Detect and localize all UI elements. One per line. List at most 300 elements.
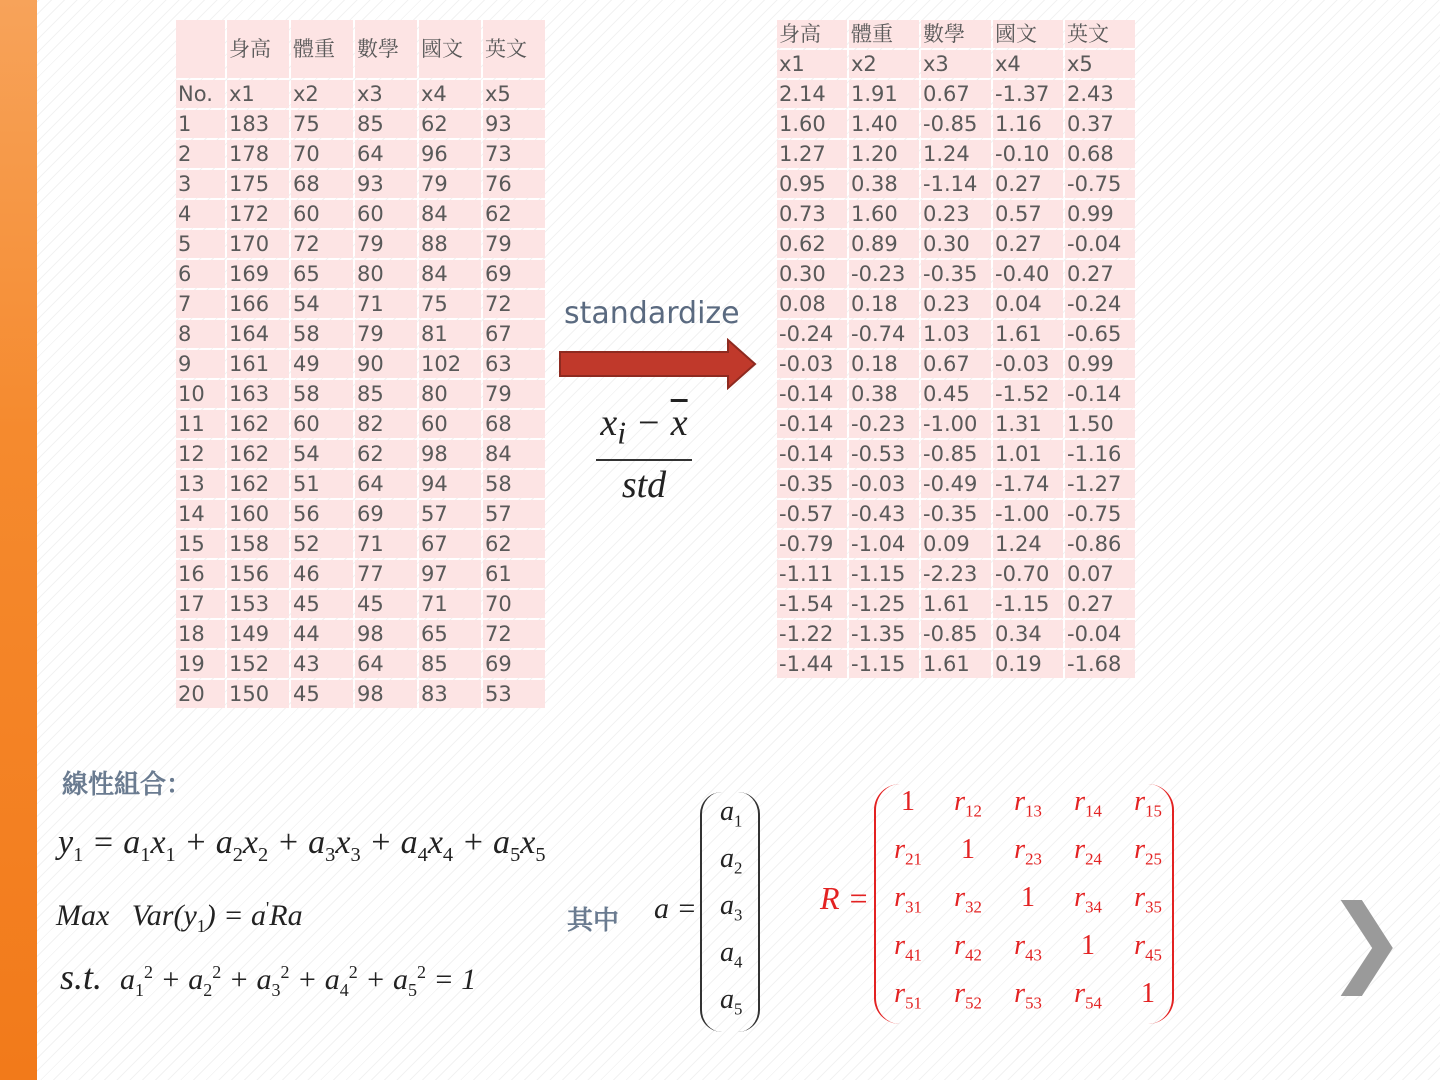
header-cell: 身高 — [227, 20, 289, 78]
table-cell: 83 — [419, 680, 481, 708]
matrix-entry: $r_{51}$ — [894, 978, 922, 1013]
table-cell: 11 — [176, 410, 225, 438]
table-row — [176, 470, 545, 498]
table-cell: 162 — [227, 410, 289, 438]
constraint-equation: s.t. $a_1^2 + a_2^2 + a_3^2 + a_4^2 + a_5^2 = 1$ — [60, 957, 477, 1000]
table-cell: 93 — [483, 110, 545, 138]
table-cell: -0.65 — [1065, 320, 1135, 348]
table-cell: -1.74 — [993, 470, 1063, 498]
standardized-data-table — [775, 18, 1137, 680]
table-cell: 8 — [176, 320, 225, 348]
table-cell: 0.99 — [1065, 200, 1135, 228]
table-row — [777, 260, 1135, 288]
table-cell: 53 — [483, 680, 545, 708]
table-cell: -1.27 — [1065, 470, 1135, 498]
header-cell: 數學 — [921, 20, 991, 48]
standardize-label: standardize — [564, 296, 740, 331]
table-subheader-row — [777, 50, 1135, 78]
table-cell: 172 — [227, 200, 289, 228]
table-cell: 1.16 — [993, 110, 1063, 138]
table-cell: -1.35 — [849, 620, 919, 648]
table-cell: 162 — [227, 470, 289, 498]
table-cell: 2.43 — [1065, 80, 1135, 108]
table-cell: 79 — [355, 230, 417, 258]
table-cell: -0.49 — [921, 470, 991, 498]
table-cell: 58 — [483, 470, 545, 498]
table-cell: 70 — [483, 590, 545, 618]
subheader-cell: x1 — [777, 50, 847, 78]
table-cell: -0.40 — [993, 260, 1063, 288]
header-cell: 英文 — [483, 20, 545, 78]
table-cell: 98 — [355, 620, 417, 648]
table-cell: 60 — [419, 410, 481, 438]
table-cell: 62 — [355, 440, 417, 468]
table-row — [777, 350, 1135, 378]
table-row — [176, 260, 545, 288]
matrix-entry: $r_{34}$ — [1074, 882, 1102, 917]
table-cell: 1.50 — [1065, 410, 1135, 438]
matrix-entry: $r_{31}$ — [894, 882, 922, 917]
header-cell: 體重 — [849, 20, 919, 48]
table-cell: 77 — [355, 560, 417, 588]
table-row — [176, 680, 545, 708]
table-cell: 0.99 — [1065, 350, 1135, 378]
table-cell: 63 — [483, 350, 545, 378]
table-row — [777, 530, 1135, 558]
table-cell: -0.43 — [849, 500, 919, 528]
table-cell: 64 — [355, 650, 417, 678]
table-cell: 68 — [291, 170, 353, 198]
vector-entry: $a_2$ — [720, 843, 743, 878]
table-cell: 45 — [291, 680, 353, 708]
table-cell: 57 — [483, 500, 545, 528]
table-row — [777, 410, 1135, 438]
table-cell: 90 — [355, 350, 417, 378]
table-row — [777, 620, 1135, 648]
matrix-entry: $r_{53}$ — [1014, 978, 1042, 1013]
header-cell — [176, 20, 225, 78]
table-row — [176, 320, 545, 348]
table-cell: 16 — [176, 560, 225, 588]
table-cell: 60 — [291, 410, 353, 438]
table-cell: -0.03 — [993, 350, 1063, 378]
formula-denominator: std — [621, 463, 667, 506]
table-cell: 0.89 — [849, 230, 919, 258]
table-cell: 69 — [355, 500, 417, 528]
standardize-formula — [596, 402, 692, 509]
table-cell: 1.24 — [921, 140, 991, 168]
table-cell: 93 — [355, 170, 417, 198]
table-cell: 96 — [419, 140, 481, 168]
table-cell: 69 — [483, 650, 545, 678]
table-row — [176, 500, 545, 528]
table-cell: 71 — [355, 530, 417, 558]
table-cell: 6 — [176, 260, 225, 288]
vector-a-label: a = — [654, 892, 697, 925]
formula-numerator: $x_i - \overline{x}$ — [596, 402, 692, 461]
table-cell: 18 — [176, 620, 225, 648]
table-cell: 79 — [419, 170, 481, 198]
header-cell: 國文 — [419, 20, 481, 78]
table-row — [176, 530, 545, 558]
matrix-entry: $r_{13}$ — [1014, 786, 1042, 821]
table-cell: 1.60 — [849, 200, 919, 228]
table-cell: 54 — [291, 290, 353, 318]
table-cell: 0.27 — [1065, 260, 1135, 288]
table-cell: 0.08 — [777, 290, 847, 318]
table-cell: -1.04 — [849, 530, 919, 558]
table-cell: 0.09 — [921, 530, 991, 558]
table-row — [176, 230, 545, 258]
table-row — [777, 200, 1135, 228]
table-cell: 162 — [227, 440, 289, 468]
table-cell: -0.35 — [777, 470, 847, 498]
matrix-r-label: R = — [820, 880, 870, 916]
matrix-entry: $r_{15}$ — [1134, 786, 1162, 821]
table-cell: 65 — [291, 260, 353, 288]
table-cell: 81 — [419, 320, 481, 348]
table-cell: 0.95 — [777, 170, 847, 198]
table-cell: 150 — [227, 680, 289, 708]
table-cell: 170 — [227, 230, 289, 258]
table-cell: 62 — [419, 110, 481, 138]
table-cell: -0.14 — [1065, 380, 1135, 408]
table-cell: 1.61 — [921, 590, 991, 618]
table-cell: 79 — [483, 230, 545, 258]
table-cell: 84 — [483, 440, 545, 468]
table-row — [777, 470, 1135, 498]
table-cell: 9 — [176, 350, 225, 378]
table-cell: -1.44 — [777, 650, 847, 678]
table-cell: -0.35 — [921, 500, 991, 528]
table-cell: -0.70 — [993, 560, 1063, 588]
table-cell: -0.86 — [1065, 530, 1135, 558]
matrix-entry: $r_{23}$ — [1014, 834, 1042, 869]
table-cell: 1.61 — [921, 650, 991, 678]
table-cell: 156 — [227, 560, 289, 588]
table-cell: 1.01 — [993, 440, 1063, 468]
table-row — [176, 110, 545, 138]
table-cell: 80 — [355, 260, 417, 288]
table-cell: 45 — [355, 590, 417, 618]
table-cell: 52 — [291, 530, 353, 558]
table-row — [777, 380, 1135, 408]
table-row — [176, 350, 545, 378]
table-cell: 61 — [483, 560, 545, 588]
table-cell: 84 — [419, 200, 481, 228]
subheader-cell: x2 — [291, 80, 353, 108]
table-cell: -1.15 — [849, 650, 919, 678]
table-cell: 175 — [227, 170, 289, 198]
table-cell: -0.04 — [1065, 620, 1135, 648]
header-cell: 英文 — [1065, 20, 1135, 48]
table-cell: -0.03 — [849, 470, 919, 498]
table-cell: 68 — [483, 410, 545, 438]
header-cell: 體重 — [291, 20, 353, 78]
subheader-cell: x1 — [227, 80, 289, 108]
table-cell: -0.24 — [777, 320, 847, 348]
table-cell: 98 — [419, 440, 481, 468]
table-cell: 166 — [227, 290, 289, 318]
subheader-cell: x5 — [1065, 50, 1135, 78]
table-cell: 64 — [355, 470, 417, 498]
table-cell: 178 — [227, 140, 289, 168]
table-cell: 0.19 — [993, 650, 1063, 678]
table-cell: -1.00 — [993, 500, 1063, 528]
table-cell: 98 — [355, 680, 417, 708]
table-row — [777, 170, 1135, 198]
table-cell: 153 — [227, 590, 289, 618]
matrix-diagonal-one: 1 — [961, 834, 975, 865]
matrix-diagonal-one: 1 — [901, 786, 915, 817]
table-header-row — [176, 20, 545, 78]
table-cell: -0.85 — [921, 440, 991, 468]
table-cell: 163 — [227, 380, 289, 408]
table-cell: 4 — [176, 200, 225, 228]
matrix-entry: $r_{42}$ — [954, 930, 982, 965]
table-cell: -1.22 — [777, 620, 847, 648]
table-cell: 10 — [176, 380, 225, 408]
table-cell: 3 — [176, 170, 225, 198]
table-cell: 0.57 — [993, 200, 1063, 228]
matrix-entry: $r_{43}$ — [1014, 930, 1042, 965]
table-cell: 160 — [227, 500, 289, 528]
table-cell: 0.73 — [777, 200, 847, 228]
table-cell: 164 — [227, 320, 289, 348]
table-row — [777, 440, 1135, 468]
linear-combination-label: 線性組合： — [62, 770, 193, 800]
table-row — [777, 140, 1135, 168]
table-cell: 183 — [227, 110, 289, 138]
table-cell: -0.23 — [849, 410, 919, 438]
matrix-entry: $r_{32}$ — [954, 882, 982, 917]
table-cell: 85 — [355, 110, 417, 138]
table-cell: 0.04 — [993, 290, 1063, 318]
table-row — [176, 440, 545, 468]
table-cell: 0.27 — [1065, 590, 1135, 618]
table-cell: 0.30 — [777, 260, 847, 288]
table-cell: 0.45 — [921, 380, 991, 408]
table-cell: 94 — [419, 470, 481, 498]
table-cell: 161 — [227, 350, 289, 378]
table-cell: 49 — [291, 350, 353, 378]
vector-a — [700, 792, 760, 1032]
table-cell: -1.54 — [777, 590, 847, 618]
table-cell: -1.68 — [1065, 650, 1135, 678]
table-cell: -1.14 — [921, 170, 991, 198]
table-cell: 73 — [483, 140, 545, 168]
table-cell: 51 — [291, 470, 353, 498]
table-cell: 65 — [419, 620, 481, 648]
table-row — [176, 590, 545, 618]
table-cell: 57 — [419, 500, 481, 528]
table-cell: 1.20 — [849, 140, 919, 168]
matrix-diagonal-one: 1 — [1141, 978, 1155, 1009]
table-header-row — [777, 20, 1135, 48]
table-cell: 58 — [291, 320, 353, 348]
table-cell: 60 — [291, 200, 353, 228]
subheader-cell: x2 — [849, 50, 919, 78]
table-row — [176, 560, 545, 588]
table-cell: 71 — [355, 290, 417, 318]
right-arrow-icon — [558, 338, 758, 390]
matrix-entry: $r_{45}$ — [1134, 930, 1162, 965]
table-row — [176, 410, 545, 438]
header-cell: 國文 — [993, 20, 1063, 48]
table-cell: 76 — [483, 170, 545, 198]
table-cell: 0.38 — [849, 380, 919, 408]
table-cell: 56 — [291, 500, 353, 528]
table-cell: -0.85 — [921, 110, 991, 138]
table-cell: -1.52 — [993, 380, 1063, 408]
table-cell: 88 — [419, 230, 481, 258]
table-cell: 1.24 — [993, 530, 1063, 558]
table-cell: 70 — [291, 140, 353, 168]
table-row — [176, 650, 545, 678]
linear-combination-equation: $y_1 = a_1x_1 + a_2x_2 + a_3x_3 + a_4x_4 + a_5x_5$ — [58, 824, 546, 866]
matrix-entry: $r_{14}$ — [1074, 786, 1102, 821]
table-cell: 102 — [419, 350, 481, 378]
max-variance-equation: Max $Var(y_1) = a'Ra$ — [56, 898, 303, 936]
table-cell: 0.07 — [1065, 560, 1135, 588]
table-row — [176, 380, 545, 408]
table-cell: 0.34 — [993, 620, 1063, 648]
table-cell: 0.67 — [921, 350, 991, 378]
matrix-diagonal-one: 1 — [1081, 930, 1095, 961]
table-row — [176, 620, 545, 648]
table-cell: 169 — [227, 260, 289, 288]
table-cell: -1.11 — [777, 560, 847, 588]
vector-entry: $a_1$ — [720, 796, 743, 831]
subheader-cell: x5 — [483, 80, 545, 108]
table-cell: 79 — [483, 380, 545, 408]
table-cell: 85 — [419, 650, 481, 678]
correlation-matrix — [874, 784, 1174, 1024]
table-cell: 75 — [419, 290, 481, 318]
table-cell: -1.00 — [921, 410, 991, 438]
table-cell: 69 — [483, 260, 545, 288]
table-row — [777, 230, 1135, 258]
table-cell: -0.74 — [849, 320, 919, 348]
matrix-diagonal-one: 1 — [1021, 882, 1035, 913]
matrix-entry: $r_{52}$ — [954, 978, 982, 1013]
table-cell: 80 — [419, 380, 481, 408]
table-subheader-row — [176, 80, 545, 108]
table-cell: -1.15 — [993, 590, 1063, 618]
table-cell: 17 — [176, 590, 225, 618]
table-cell: -0.03 — [777, 350, 847, 378]
table-cell: -0.04 — [1065, 230, 1135, 258]
table-cell: 72 — [291, 230, 353, 258]
table-row — [176, 200, 545, 228]
table-cell: 0.27 — [993, 230, 1063, 258]
table-cell: 82 — [355, 410, 417, 438]
table-cell: 0.23 — [921, 290, 991, 318]
table-cell: 1.60 — [777, 110, 847, 138]
table-row — [777, 500, 1135, 528]
table-cell: 152 — [227, 650, 289, 678]
table-cell: 0.23 — [921, 200, 991, 228]
matrix-entry: $r_{54}$ — [1074, 978, 1102, 1013]
subheader-cell: x3 — [355, 80, 417, 108]
table-cell: 46 — [291, 560, 353, 588]
table-cell: 1.61 — [993, 320, 1063, 348]
matrix-entry: $r_{21}$ — [894, 834, 922, 869]
subheader-cell: x4 — [419, 80, 481, 108]
table-row — [777, 560, 1135, 588]
table-cell: 60 — [355, 200, 417, 228]
chevron-right-icon[interactable]: ❯ — [1326, 884, 1407, 996]
table-cell: 20 — [176, 680, 225, 708]
table-cell: 0.67 — [921, 80, 991, 108]
table-row — [777, 590, 1135, 618]
table-cell: 71 — [419, 590, 481, 618]
table-cell: 2 — [176, 140, 225, 168]
table-cell: 72 — [483, 620, 545, 648]
table-row — [176, 140, 545, 168]
table-cell: -0.14 — [777, 440, 847, 468]
matrix-entry: $r_{12}$ — [954, 786, 982, 821]
table-cell: -0.53 — [849, 440, 919, 468]
table-cell: 2.14 — [777, 80, 847, 108]
table-cell: -1.16 — [1065, 440, 1135, 468]
matrix-entry: $r_{35}$ — [1134, 882, 1162, 917]
table-cell: 0.18 — [849, 290, 919, 318]
table-row — [777, 110, 1135, 138]
table-cell: -1.25 — [849, 590, 919, 618]
header-cell: 數學 — [355, 20, 417, 78]
table-cell: 85 — [355, 380, 417, 408]
table-cell: -1.37 — [993, 80, 1063, 108]
table-cell: -0.14 — [777, 410, 847, 438]
table-cell: 0.27 — [993, 170, 1063, 198]
table-cell: 1.40 — [849, 110, 919, 138]
table-cell: 75 — [291, 110, 353, 138]
table-cell: 5 — [176, 230, 225, 258]
matrix-entry: $r_{24}$ — [1074, 834, 1102, 869]
table-cell: 0.38 — [849, 170, 919, 198]
table-cell: 1.27 — [777, 140, 847, 168]
matrix-entry: $r_{25}$ — [1134, 834, 1162, 869]
table-cell: 84 — [419, 260, 481, 288]
subheader-cell: x4 — [993, 50, 1063, 78]
table-cell: 67 — [419, 530, 481, 558]
table-cell: 45 — [291, 590, 353, 618]
header-cell: 身高 — [777, 20, 847, 48]
table-row — [777, 80, 1135, 108]
table-cell: 62 — [483, 530, 545, 558]
subheader-cell: No. — [176, 80, 225, 108]
table-cell: 67 — [483, 320, 545, 348]
table-row — [777, 650, 1135, 678]
table-cell: 43 — [291, 650, 353, 678]
table-row — [777, 320, 1135, 348]
table-row — [777, 290, 1135, 318]
table-row — [176, 170, 545, 198]
table-cell: 0.18 — [849, 350, 919, 378]
vector-entry: $a_3$ — [720, 890, 743, 925]
table-cell: -1.15 — [849, 560, 919, 588]
table-cell: -0.35 — [921, 260, 991, 288]
raw-data-table — [174, 18, 547, 710]
table-row — [176, 290, 545, 318]
table-cell: 149 — [227, 620, 289, 648]
table-cell: -0.57 — [777, 500, 847, 528]
table-cell: 44 — [291, 620, 353, 648]
left-accent-bar — [0, 0, 37, 1080]
table-cell: -0.23 — [849, 260, 919, 288]
table-cell: 1.03 — [921, 320, 991, 348]
